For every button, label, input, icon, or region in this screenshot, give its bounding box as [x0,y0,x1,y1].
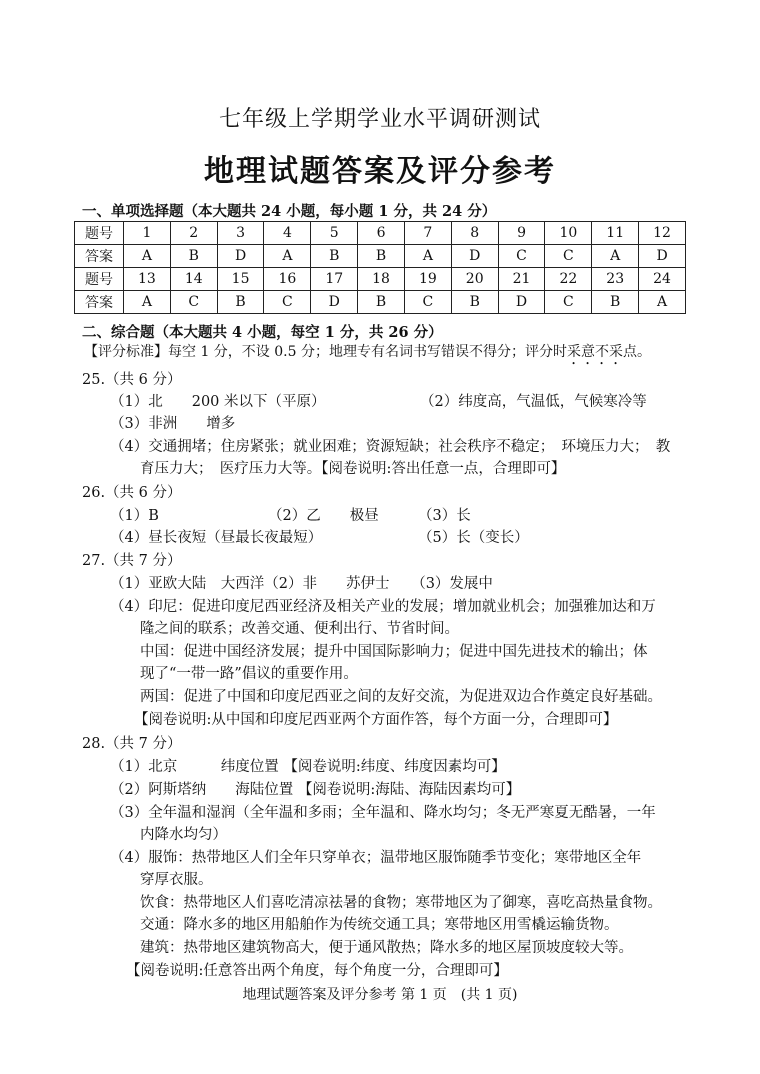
table-row [75,291,686,314]
question-number-cell: 23 [592,268,639,291]
table-row [75,245,686,268]
question-number-cell: 4 [264,222,311,245]
page-footer: 地理试题答案及评分参考 第 1 页 (共 1 页) [242,987,518,1003]
row-label-answer: 答案 [75,291,124,314]
q28-answer-line: 建筑：热带地区建筑物高大，便于通风散热；降水多的地区屋顶坡度较大等。 [140,940,633,956]
q25-answer-line: （2）纬度高，气温低，气候寒冷等 [420,394,647,410]
question-number-cell: 21 [498,268,545,291]
q25-answer-line: （1）北 200 米以下（平原） [110,394,326,410]
q26-answer-line: （3）长 [418,508,471,524]
q27-heading: 27.（共 7 分） [82,553,182,569]
answer-cell: B [358,291,405,314]
q26-answer-line: （1）B [110,508,159,524]
question-number-cell: 3 [217,222,264,245]
answer-cell: D [639,245,686,268]
question-number-cell: 6 [358,222,405,245]
answer-cell: C [170,291,217,314]
page-title: 地理试题答案及评分参考 [204,154,556,189]
q27-answer-line: 中国：促进中国经济发展；提升中国国际影响力；促进中国先进技术的输出；体 [140,644,648,660]
row-label-answer: 答案 [75,245,124,268]
q27-answer-line: （4）印尼：促进印度尼西亚经济及相关产业的发展；增加就业机会；加强雅加达和万 [110,599,656,615]
answer-cell: A [124,245,171,268]
answer-cell: D [217,245,264,268]
answer-cell: A [592,245,639,268]
answer-cell: A [264,245,311,268]
question-number-cell: 20 [451,268,498,291]
table-row [75,222,686,245]
question-number-cell: 13 [124,268,171,291]
q27-answer-line: 隆之间的联系；改善交通、便利出行、节省时间。 [140,621,459,637]
criteria-emphasis: 采意不采 [566,344,623,360]
q26-heading: 26.（共 6 分） [82,485,182,501]
section2-heading: 二、综合题（本大题共 4 小题，每空 1 分，共 26 分） [82,324,443,341]
q28-answer-line: 交通：降水多的地区用船舶作为传统交通工具；寒带地区用雪橇运输货物。 [140,917,619,933]
criteria-end: 点。 [622,344,651,360]
exam-subtitle: 七年级上学期学业水平调研测试 [218,107,541,132]
answer-cell: B [311,245,358,268]
answer-cell: C [545,291,592,314]
answer-cell: D [311,291,358,314]
q28-heading: 28.（共 7 分） [82,736,182,752]
answer-cell: C [498,245,545,268]
q27-answer-line: 两国：促进了中国和印度尼西亚之间的友好交流，为促进双边合作奠定良好基础。 [140,689,662,705]
answer-cell: B [170,245,217,268]
question-number-cell: 17 [311,268,358,291]
answer-cell: A [124,291,171,314]
answer-cell: B [358,245,405,268]
question-number-cell: 18 [358,268,405,291]
q28-grading-note: 【阅卷说明:任意答出两个角度，每个角度一分，合理即可】 [126,963,508,979]
q27-answer-line: 现了“一带一路”倡议的重要作用。 [140,666,358,682]
q26-answer-line: （2）乙 极昼 [268,508,379,524]
table-row [75,268,686,291]
question-number-cell: 19 [404,268,451,291]
choice-answer-table [74,221,686,314]
q28-answer-line: （1）北京 纬度位置 【阅卷说明:纬度、纬度因素均可】 [110,759,506,775]
q26-answer-line: （5）长（变长） [418,530,529,546]
q27-grading-note: 【阅卷说明:从中国和印度尼西亚两个方面作答，每个方面一分，合理即可】 [134,712,618,728]
question-number-cell: 22 [545,268,592,291]
question-number-cell: 5 [311,222,358,245]
criteria-text: 【评分标准】每空 1 分，不设 0.5 分；地理专有名词书写错误不得分；评分时 [84,344,567,360]
q25-heading: 25.（共 6 分） [82,372,182,388]
question-number-cell: 16 [264,268,311,291]
q28-answer-line: （3）全年温和湿润（全年温和多雨；全年温和、降水均匀；冬无严寒夏无酷暑，一年 [110,805,656,821]
answer-cell: D [498,291,545,314]
answer-cell: C [545,245,592,268]
answer-cell: C [404,291,451,314]
q27-answer-line: （1）亚欧大陆 大西洋（2）非 苏伊士 （3）发展中 [110,576,493,592]
question-number-cell: 11 [592,222,639,245]
row-label-question: 题号 [75,222,124,245]
answer-cell: C [264,291,311,314]
section1-heading: 一、单项选择题（本大题共 24 小题，每小题 1 分，共 24 分） [82,203,497,220]
question-number-cell: 10 [545,222,592,245]
answer-cell: A [404,245,451,268]
q25-answer-line: 育压力大； 医疗压力大等。【阅卷说明:答出任意一点，合理即可】 [140,461,566,477]
question-number-cell: 1 [124,222,171,245]
row-label-question: 题号 [75,268,124,291]
scoring-criteria [84,341,651,368]
q26-answer-line: （4）昼长夜短（昼最长夜最短） [110,530,323,546]
q28-answer-line: （4）服饰：热带地区人们全年只穿单衣；温带地区服饰随季节变化；寒带地区全年 [110,850,642,866]
question-number-cell: 14 [170,268,217,291]
question-number-cell: 15 [217,268,264,291]
question-number-cell: 24 [639,268,686,291]
question-number-cell: 12 [639,222,686,245]
q25-answer-line: （3）非洲 增多 [110,416,236,432]
answer-cell: A [639,291,686,314]
answer-cell: B [451,291,498,314]
q25-answer-line: （4）交通拥堵；住房紧张；就业困难；资源短缺；社会秩序不稳定； 环境压力大； 教 [110,439,671,455]
answer-cell: D [451,245,498,268]
q28-answer-line: （2）阿斯塔纳 海陆位置 【阅卷说明:海陆、海陆因素均可】 [110,782,521,798]
answer-cell: B [592,291,639,314]
q28-answer-line: 内降水均匀） [140,827,227,843]
answer-cell: B [217,291,264,314]
question-number-cell: 7 [404,222,451,245]
question-number-cell: 9 [498,222,545,245]
q28-answer-line: 饮食：热带地区人们喜吃清凉祛暑的食物；寒带地区为了御寒，喜吃高热量食物。 [140,895,662,911]
question-number-cell: 8 [451,222,498,245]
question-number-cell: 2 [170,222,217,245]
q28-answer-line: 穿厚衣服。 [140,872,213,888]
